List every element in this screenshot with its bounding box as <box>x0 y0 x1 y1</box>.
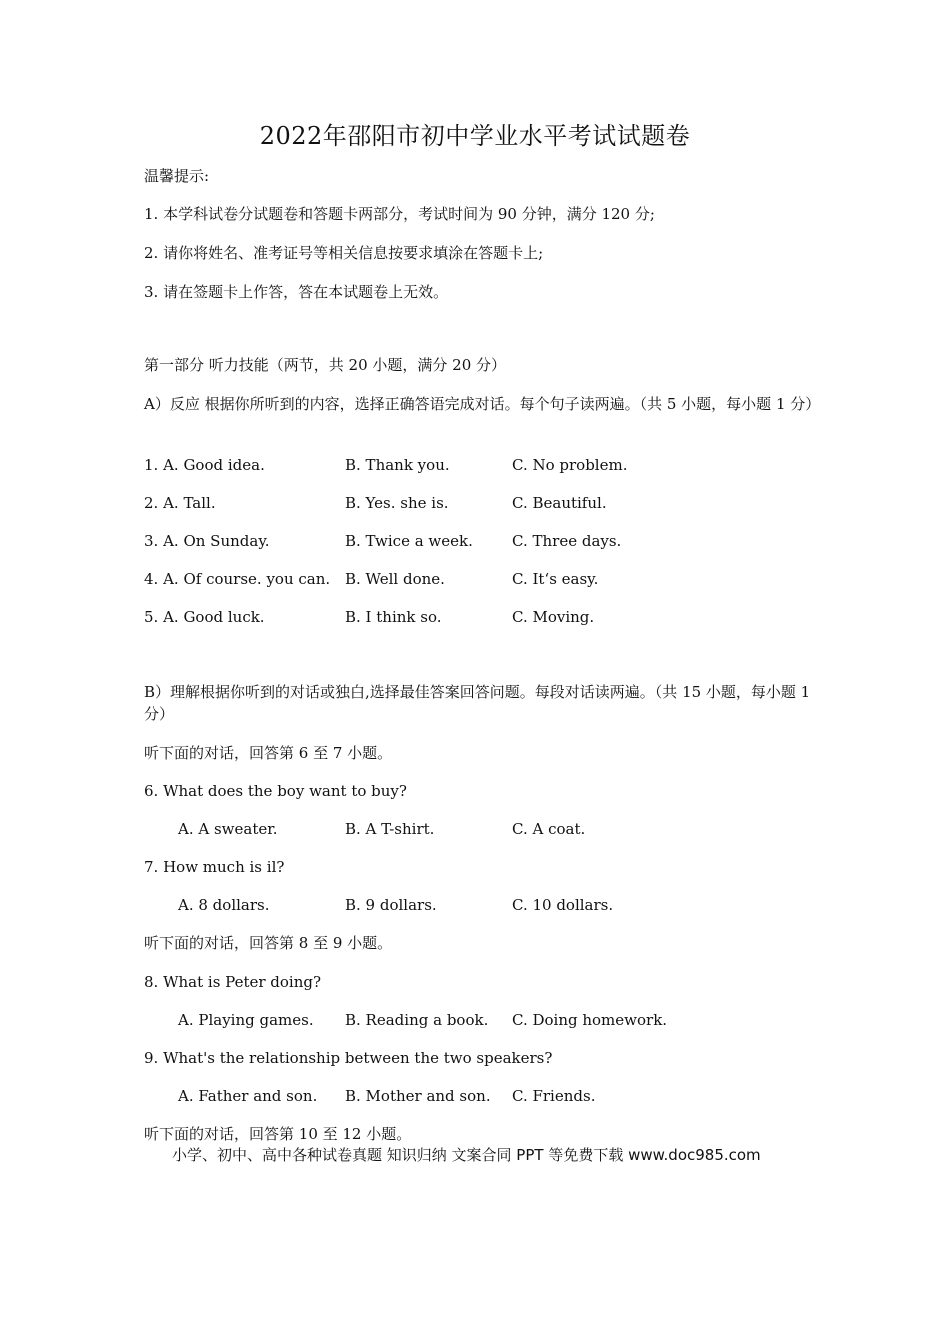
question-6-options <box>144 818 824 840</box>
section-a-instruction: A）反应 根据你所听到的内容，选择正确答语完成对话。每个句子读两遍。（共 5 小题，每小题 1 分） <box>144 395 821 413</box>
tip-item-2: 2. 请你将姓名、准考证号等相关信息按要求填涂在答题卡上; <box>144 244 544 262</box>
question-8-stem: 8. What is Peter doing? <box>144 973 322 991</box>
question-7-stem: 7. How much is il? <box>144 858 285 876</box>
option-b: B. A T-shirt. <box>345 820 435 838</box>
option-a: 1. A. Good idea. <box>144 456 265 474</box>
option-a: 4. A. Of course. you can. <box>144 570 331 588</box>
option-b: B. Thank you. <box>345 456 450 474</box>
option-a: A. 8 dollars. <box>178 896 270 914</box>
option-b: B. 9 dollars. <box>345 896 437 914</box>
group-instruction-2: 听下面的对话，回答第 8 至 9 小题。 <box>144 934 393 952</box>
question-row-3 <box>144 530 824 552</box>
option-a: 5. A. Good luck. <box>144 608 265 626</box>
option-b: B. I think so. <box>345 608 442 626</box>
option-b: B. Reading a book. <box>345 1011 489 1029</box>
option-c: C. Moving. <box>512 608 595 626</box>
page-title: 2022年邵阳市初中学业水平考试试题卷 <box>259 122 691 150</box>
question-9-stem: 9. What's the relationship between the two speakers? <box>144 1049 553 1067</box>
option-a: 2. A. Tall. <box>144 494 216 512</box>
group-instruction-3: 听下面的对话，回答第 10 至 12 小题。 <box>144 1125 412 1143</box>
question-row-5 <box>144 606 824 628</box>
option-b: B. Twice a week. <box>345 532 473 550</box>
option-a: A. A sweater. <box>178 820 278 838</box>
question-row-1 <box>144 454 824 476</box>
option-a: A. Father and son. <box>178 1087 318 1105</box>
option-c: C. Friends. <box>512 1087 596 1105</box>
group-instruction-1: 听下面的对话，回答第 6 至 7 小题。 <box>144 744 393 762</box>
option-c: C. Doing homework. <box>512 1011 668 1029</box>
question-8-options <box>144 1009 824 1031</box>
question-9-options <box>144 1085 824 1107</box>
option-c: C. 10 dollars. <box>512 896 614 914</box>
option-b: B. Yes. she is. <box>345 494 449 512</box>
question-7-options <box>144 894 824 916</box>
question-6-stem: 6. What does the boy want to buy? <box>144 782 407 800</box>
option-c: C. No problem. <box>512 456 628 474</box>
question-row-2 <box>144 492 824 514</box>
section-b-instruction: B）理解根据你听到的对话或独白,选择最佳答案回答问题。每段对话读两遍。（共 15 小题，每小题 1 分） <box>144 683 811 723</box>
option-c: C. A coat. <box>512 820 586 838</box>
tip-item-3: 3. 请在签题卡上作答，答在本试题卷上无效。 <box>144 283 449 301</box>
question-row-4 <box>144 568 824 590</box>
option-b: B. Mother and son. <box>345 1087 491 1105</box>
part1-heading: 第一部分 听力技能（两节，共 20 小题，满分 20 分） <box>144 356 507 374</box>
option-c: C. Three days. <box>512 532 622 550</box>
footer-watermark: 小学、初中、高中各种试卷真题 知识归纳 文案合同 PPT 等免费下载 www.doc985.com <box>172 1146 761 1164</box>
option-a: A. Playing games. <box>178 1011 314 1029</box>
option-c: C. It‘s easy. <box>512 570 599 588</box>
option-c: C. Beautiful. <box>512 494 607 512</box>
option-b: B. Well done. <box>345 570 445 588</box>
option-a: 3. A. On Sunday. <box>144 532 270 550</box>
tip-item-1: 1. 本学科试卷分试题卷和答题卡两部分，考试时间为 90 分钟，满分 120 分; <box>144 205 655 223</box>
tips-heading: 温馨提示: <box>144 167 210 185</box>
